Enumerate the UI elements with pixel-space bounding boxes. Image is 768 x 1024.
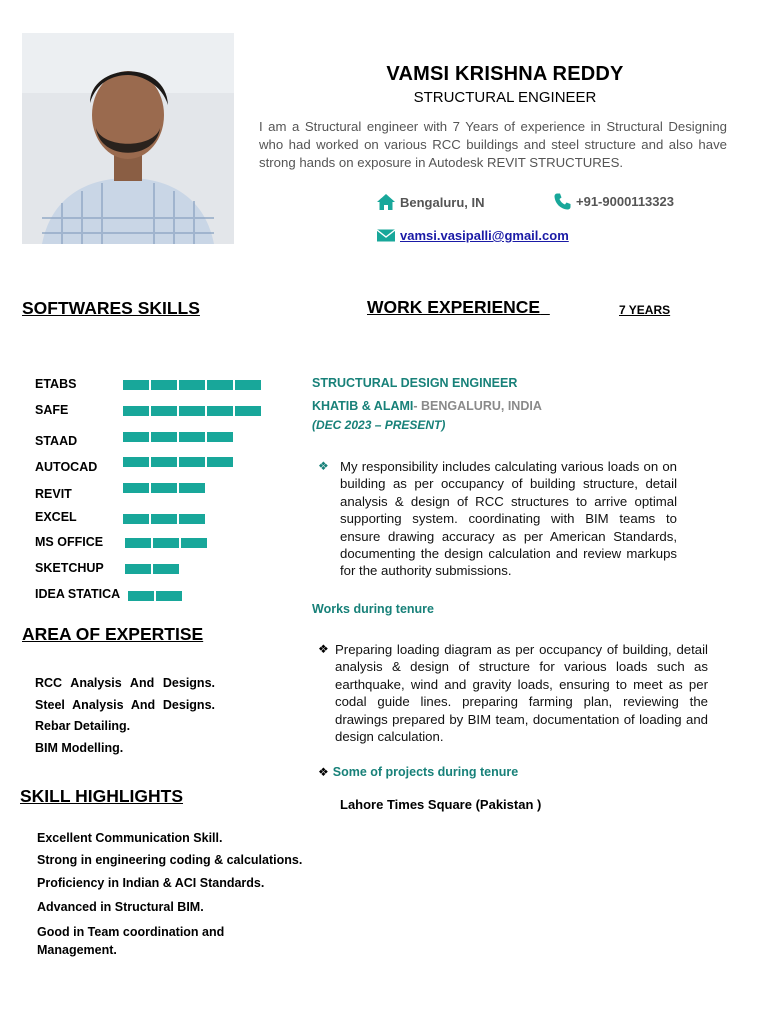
- skill-level-segment: [235, 380, 261, 390]
- skill-level-segment: [207, 457, 233, 467]
- skill-level-segment: [123, 514, 149, 524]
- skill-level-segment: [123, 483, 149, 493]
- skill-level-segment: [123, 406, 149, 416]
- skill-level-segment: [179, 380, 205, 390]
- skill-level-segment: [207, 380, 233, 390]
- location-contact: [376, 193, 485, 211]
- skill-level-segment: [179, 483, 205, 493]
- skill-level-segment: [179, 457, 205, 467]
- skill-level-bar: [125, 564, 179, 574]
- expertise-list: [35, 673, 215, 759]
- skill-level-bar: [123, 514, 205, 524]
- experience-years: 7 YEARS: [619, 303, 671, 317]
- skill-level-bar: [125, 538, 207, 548]
- home-icon: [376, 193, 396, 211]
- skill-label: IDEA STATICA: [35, 587, 121, 601]
- work-experience-heading: WORK EXPERIENCE: [367, 297, 541, 317]
- skill-level-segment: [235, 406, 261, 416]
- company-name: KHATIB & ALAMI: [312, 399, 414, 413]
- skill-level-segment: [151, 514, 177, 524]
- skill-label: SAFE: [35, 403, 69, 417]
- skill-level-segment: [153, 538, 179, 548]
- phone-icon: [553, 192, 572, 211]
- profile-summary: I am a Structural engineer with 7 Years of experience in Structural Designing who had worked on various RCC buildings and steel structure and also have strong hands on exposure in Autodesk REVIT STRUCTURES.: [259, 119, 727, 170]
- email-link[interactable]: vamsi.vasipalli@gmail.com: [400, 228, 569, 243]
- projects-heading-line: [318, 765, 518, 779]
- job-responsibility: My responsibility includes calculating various loads on on building as per occupancy of building structure, detail analysis & design of RCC structures to arrive optimal supporting system. coordinating with BIM teams to ensure drawing accuracy as per American Standards, documenting the design calculation and review markups for the authority submissions.: [340, 459, 677, 579]
- skill-level-segment: [123, 380, 149, 390]
- skill-level-segment: [179, 432, 205, 442]
- project-item: Lahore Times Square (Pakistan ): [340, 797, 542, 812]
- skill-level-segment: [125, 564, 151, 574]
- email-contact: [376, 228, 569, 243]
- skill-label: AUTOCAD: [35, 460, 98, 474]
- diamond-bullet-icon: ❖: [318, 642, 329, 656]
- skill-label: STAAD: [35, 434, 78, 448]
- expertise-item: RCC Analysis And Designs.: [35, 676, 215, 690]
- skill-level-segment: [123, 432, 149, 442]
- tenure-heading: Works during tenure: [312, 602, 435, 616]
- job-dates: (DEC 2023 – PRESENT): [312, 418, 446, 432]
- phone-text: +91-9000113323: [576, 194, 674, 209]
- expertise-item: Steel Analysis And Designs.: [35, 697, 215, 712]
- highlight-item: Proficiency in Indian & ACI Standards.: [37, 876, 265, 890]
- skill-level-segment: [179, 406, 205, 416]
- highlight-item: Excellent Communication Skill.: [37, 831, 223, 845]
- software-skills-heading: SOFTWARES SKILLS: [22, 298, 200, 318]
- tenure-work-text: Preparing loading diagram as per occupancy of building, detail analysis & design of structure for various loads such as earthquake, wind and gravity loads, ensuring to meet as per codal guide lines. preparing farming plan, reviewing the drawings prepared by BIM team, documentation of loading and design calculation.: [335, 642, 708, 745]
- envelope-icon: [376, 228, 396, 243]
- skill-label: MS OFFICE: [35, 535, 104, 549]
- skill-highlights-heading: SKILL HIGHLIGHTS: [20, 786, 184, 806]
- expertise-heading: AREA OF EXPERTISE: [22, 624, 204, 644]
- skill-level-segment: [207, 406, 233, 416]
- projects-heading: Some of projects during tenure: [332, 765, 519, 779]
- diamond-bullet-icon: ❖: [318, 459, 329, 473]
- highlight-item: Strong in engineering coding & calculations.: [37, 853, 303, 867]
- skill-level-bar: [128, 591, 182, 601]
- skill-level-segment: [153, 564, 179, 574]
- skill-level-segment: [123, 457, 149, 467]
- skill-level-segment: [128, 591, 154, 601]
- skill-level-bar: [123, 432, 233, 442]
- skill-level-segment: [125, 538, 151, 548]
- skill-level-segment: [151, 380, 177, 390]
- skill-level-segment: [156, 591, 182, 601]
- highlight-item: Advanced in Structural BIM.: [37, 900, 204, 914]
- skill-level-segment: [179, 514, 205, 524]
- skill-level-segment: [181, 538, 207, 548]
- skill-level-segment: [207, 432, 233, 442]
- candidate-name: VAMSI KRISHNA REDDY: [386, 63, 624, 85]
- skill-level-segment: [151, 457, 177, 467]
- skill-label: SKETCHUP: [35, 561, 104, 575]
- skill-label: REVIT: [35, 487, 72, 501]
- expertise-item: BIM Modelling.: [35, 740, 124, 755]
- job-company-line: [312, 397, 542, 415]
- skill-label: EXCEL: [35, 510, 77, 524]
- skill-level-bar: [123, 380, 261, 390]
- profile-photo: [22, 33, 234, 244]
- company-location: - BENGALURU, INDIA: [413, 399, 542, 413]
- expertise-item: Rebar Detailing.: [35, 719, 131, 733]
- skill-level-bar: [123, 457, 233, 467]
- phone-contact: [553, 192, 674, 211]
- highlight-item: Good in Team coordination and Management.: [37, 925, 225, 957]
- candidate-title: STRUCTURAL ENGINEER: [413, 89, 597, 106]
- skill-level-bar: [123, 406, 261, 416]
- location-text: Bengaluru, IN: [400, 194, 485, 210]
- person-silhouette-icon: [22, 33, 234, 244]
- skill-level-segment: [151, 483, 177, 493]
- skill-level-bar: [123, 483, 205, 493]
- skill-level-segment: [151, 432, 177, 442]
- job-position: STRUCTURAL DESIGN ENGINEER: [312, 376, 518, 390]
- skill-label: ETABS: [35, 377, 77, 391]
- skill-level-segment: [151, 406, 177, 416]
- diamond-bullet-icon: ❖: [318, 765, 329, 779]
